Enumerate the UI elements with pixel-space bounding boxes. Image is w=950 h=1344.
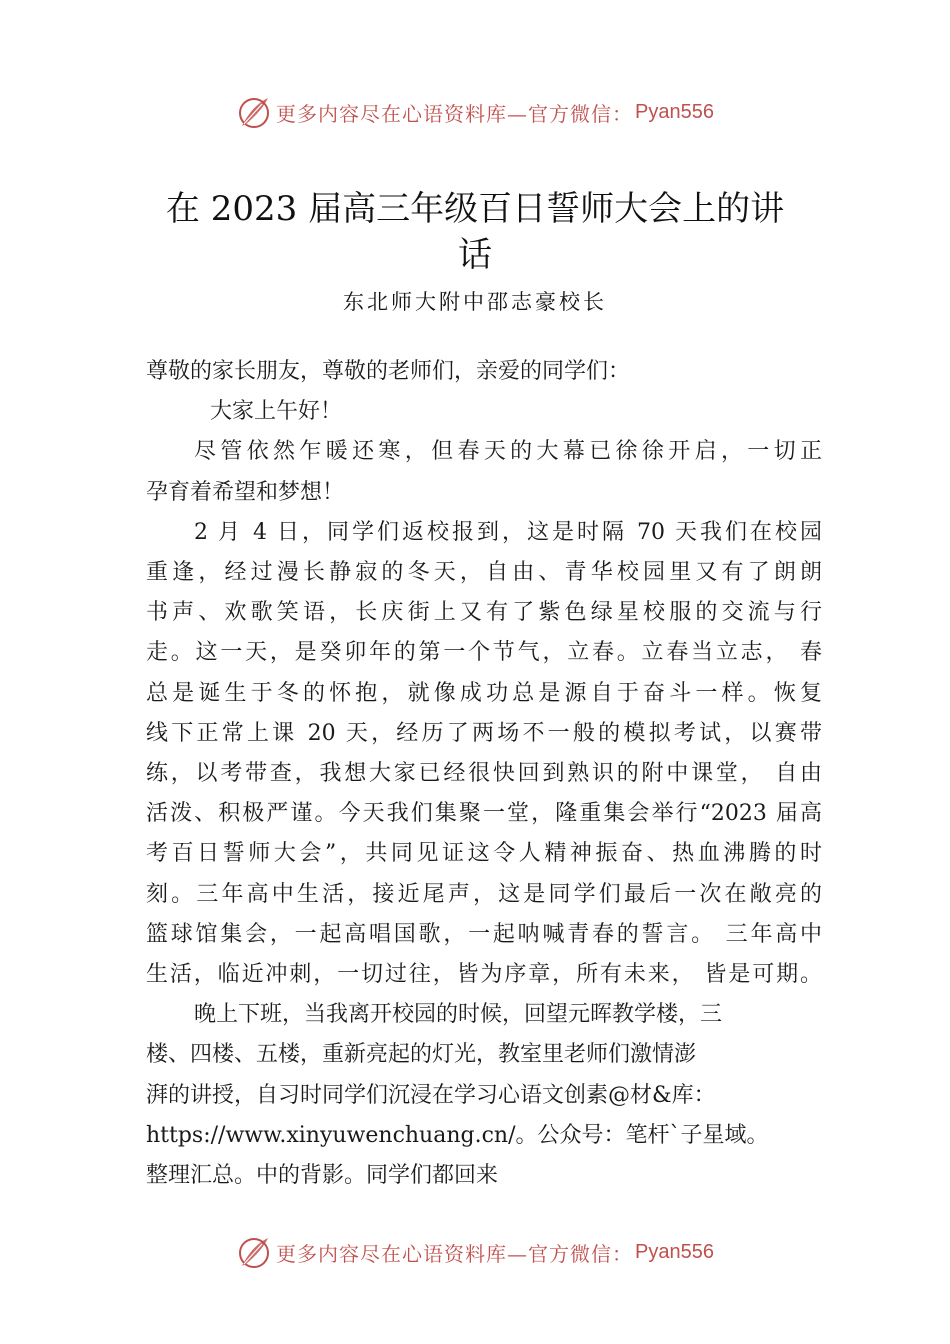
- body-line: 考百日誓师大会”，共同见证这令人精神振奋、热血沸腾的时: [146, 841, 822, 867]
- document-subtitle: 东北师大附中邵志豪校长: [343, 290, 607, 314]
- body-line: 练，以考带查，我想大家已经很快回到熟识的附中课堂， 自由: [146, 761, 822, 787]
- body-line: 尽管依然乍暖还寒，但春天的大幕已徐徐开启，一切正: [194, 439, 822, 465]
- body-line: 孕育着希望和梦想！: [146, 479, 345, 505]
- body-line: 大家上午好！: [210, 399, 343, 425]
- body-line: 生活，临近冲刺，一切过往，皆为序章，所有未来， 皆是可期。: [146, 962, 822, 988]
- body-line: 楼、四楼、五楼，重新亮起的灯光，教室里老师们激情澎: [146, 1042, 697, 1068]
- title-line-1: 在 2023 届高三年级百日誓师大会上的讲: [165, 189, 785, 229]
- body-line: 总是诞生于冬的怀抱，就像成功总是源自于奋斗一样。恢复: [146, 680, 822, 706]
- body-line: 尊敬的家长朋友，尊敬的老师们，亲爱的同学们：: [146, 359, 631, 384]
- watermark-wechat-id: Pyan556: [635, 100, 714, 123]
- body-line-url: https://www.xinyuwenchuang.cn/。公众号：笔杆`子星域。: [146, 1122, 769, 1148]
- body-line: 湃的讲授，自习时同学们沉浸在学习心语文创素@材&库：: [146, 1082, 716, 1108]
- feather-pen-logo-icon: [236, 94, 272, 130]
- document-title: [150, 186, 800, 278]
- watermark-wechat-id: Pyan556: [635, 1240, 714, 1263]
- title-line-2: 话: [458, 235, 492, 275]
- watermark-text: 更多内容尽在心语资料库—官方微信：: [276, 1241, 634, 1266]
- body-line: 整理汇总。中的背影。同学们都回来: [146, 1163, 499, 1189]
- body-line: 活泼、积极严谨。今天我们集聚一堂，隆重集会举行“2023 届高: [146, 801, 822, 827]
- watermark-header: [0, 94, 950, 130]
- body-line: 书声、欢歌笑语，长庆街上又有了紫色绿星校服的交流与行: [146, 600, 822, 626]
- body-line: 刻。三年高中生活，接近尾声，这是同学们最后一次在敞亮的: [146, 881, 822, 907]
- body-line: 2 月 4 日，同学们返校报到，这是时隔 70 天我们在校园: [194, 519, 822, 545]
- document-body: [146, 352, 822, 1196]
- watermark-text: 更多内容尽在心语资料库—官方微信：: [276, 101, 634, 126]
- body-line: 走。这一天，是癸卯年的第一个节气，立春。立春当立志， 春: [146, 640, 822, 666]
- watermark-footer: [0, 1234, 950, 1270]
- body-line: 线下正常上课 20 天，经历了两场不一般的模拟考试，以赛带: [146, 720, 822, 746]
- body-line: 篮球馆集会，一起高唱国歌，一起呐喊青春的誓言。 三年高中: [146, 921, 822, 947]
- body-line: 重逢，经过漫长静寂的冬天，自由、青华校园里又有了朗朗: [146, 560, 822, 586]
- feather-pen-logo-icon: [236, 1234, 272, 1270]
- body-line: 晚上下班，当我离开校园的时候，回望元晖教学楼，三: [194, 1002, 723, 1028]
